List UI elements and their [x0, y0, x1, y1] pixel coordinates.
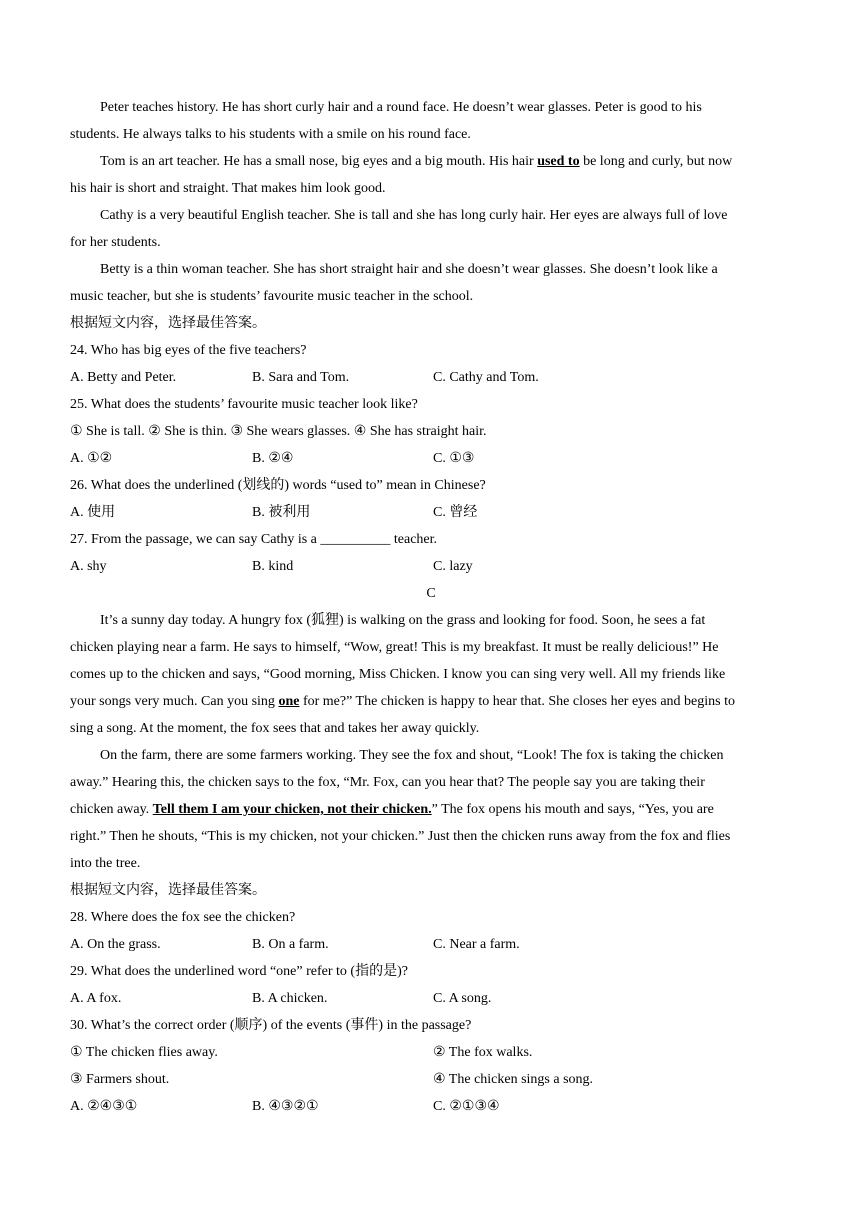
option-a: A. On the grass.	[70, 937, 161, 952]
option-b: B. A chicken.	[252, 991, 328, 1006]
option-b: B. On a farm.	[252, 937, 329, 952]
question-26: 26. What does the underlined (划线的) words “used to” mean in Chinese?	[70, 478, 486, 493]
option-c: C. ②①③④	[433, 1099, 500, 1114]
options-29	[70, 985, 792, 1012]
options-26	[70, 499, 792, 526]
option-b: B. Sara and Tom.	[252, 370, 350, 385]
passage-line: sing a song. At the moment, the fox sees that and takes her away quickly.	[70, 721, 480, 736]
event-3: ③ Farmers shout.	[70, 1072, 170, 1087]
option-c: C. lazy	[433, 559, 473, 574]
option-b: B. ④③②①	[252, 1099, 319, 1114]
question-28: 28. Where does the fox see the chicken?	[70, 910, 296, 925]
passage-line: It’s a sunny day today. A hungry fox (狐狸) is walking on the grass and looking for food. Soon, he sees a fat	[100, 613, 706, 628]
option-c: C. A song.	[433, 991, 492, 1006]
event-1: ① The chicken flies away.	[70, 1045, 218, 1060]
passage-line: music teacher, but she is students’ favourite music teacher in the school.	[70, 289, 474, 304]
passage-line: Betty is a thin woman teacher. She has short straight hair and she doesn’t wear glasses. She doesn’t look like a	[100, 262, 718, 277]
option-b: B. kind	[252, 559, 294, 574]
option-a: A. 使用	[70, 505, 116, 520]
instruction: 根据短文内容，选择最佳答案。	[70, 883, 266, 898]
instruction: 根据短文内容，选择最佳答案。	[70, 316, 266, 331]
passage-line: Peter teaches history. He has short curly hair and a round face. He doesn’t wear glasses. Peter is good to his	[100, 100, 702, 115]
passage-line: Tom is an art teacher. He has a small nose, big eyes and a big mouth. His hair used to be long and curly, but now	[100, 154, 733, 169]
passage-line: Cathy is a very beautiful English teacher. She is tall and she has long curly hair. Her eyes are always full of love	[100, 208, 728, 223]
question-30: 30. What’s the correct order (顺序) of the events (事件) in the passage?	[70, 1018, 472, 1033]
underlined-sentence: Tell them I am your chicken, not their chicken.	[152, 802, 432, 817]
options-27	[70, 553, 792, 580]
option-b: B. ②④	[252, 451, 294, 466]
statements-25: ① She is tall. ② She is thin. ③ She wears glasses. ④ She has straight hair.	[70, 424, 487, 439]
passage-line: chicken playing near a farm. He says to himself, “Wow, great! This is my breakfast. It must be really delicious!” He	[70, 640, 719, 655]
option-a: A. A fox.	[70, 991, 122, 1006]
passage-line: your songs very much. Can you sing one for me?” The chicken is happy to hear that. She closes her eyes and begins to	[70, 694, 735, 709]
passage-line: right.” Then he shouts, “This is my chicken, not your chicken.” Just then the chicken runs away from the fox and flies	[70, 829, 731, 844]
question-29: 29. What does the underlined word “one” refer to (指的是)?	[70, 964, 408, 979]
passage-line: comes up to the chicken and says, “Good morning, Miss Chicken. I know you can sing very well. All my friends like	[70, 667, 726, 682]
option-c: C. Near a farm.	[433, 937, 520, 952]
option-c: C. Cathy and Tom.	[433, 370, 539, 385]
option-c: C. 曾经	[433, 505, 478, 520]
option-a: A. shy	[70, 559, 107, 574]
events-30-row1	[70, 1039, 792, 1066]
passage-line: for her students.	[70, 235, 161, 250]
passage-line: his hair is short and straight. That makes him look good.	[70, 181, 386, 196]
passage-line: On the farm, there are some farmers working. They see the fox and shout, “Look! The fox is taking the chicken	[100, 748, 724, 763]
question-25: 25. What does the students’ favourite music teacher look like?	[70, 397, 418, 412]
option-a: A. ①②	[70, 451, 113, 466]
passage-line: into the tree.	[70, 856, 141, 871]
option-b: B. 被利用	[252, 505, 311, 520]
option-a: A. ②④③①	[70, 1099, 138, 1114]
underlined-used-to: used to	[537, 154, 580, 169]
section-heading-c: C	[426, 586, 436, 601]
options-30	[70, 1093, 792, 1120]
option-c: C. ①③	[433, 451, 475, 466]
event-4: ④ The chicken sings a song.	[433, 1072, 594, 1087]
events-30-row2	[70, 1066, 792, 1093]
options-24	[70, 364, 792, 391]
exam-page	[70, 94, 792, 1120]
underlined-one: one	[278, 694, 300, 709]
passage-line: away.” Hearing this, the chicken says to the fox, “Mr. Fox, can you hear that? The people say you are taking their	[70, 775, 705, 790]
passage-line: students. He always talks to his students with a smile on his round face.	[70, 127, 471, 142]
options-25	[70, 445, 792, 472]
options-28	[70, 931, 792, 958]
option-a: A. Betty and Peter.	[70, 370, 177, 385]
passage-line: chicken away. Tell them I am your chicken, not their chicken.” The fox opens his mouth and says, “Yes, you are	[70, 802, 714, 817]
question-27: 27. From the passage, we can say Cathy is a __________ teacher.	[70, 532, 438, 547]
question-24: 24. Who has big eyes of the five teachers?	[70, 343, 307, 358]
event-2: ② The fox walks.	[433, 1045, 533, 1060]
